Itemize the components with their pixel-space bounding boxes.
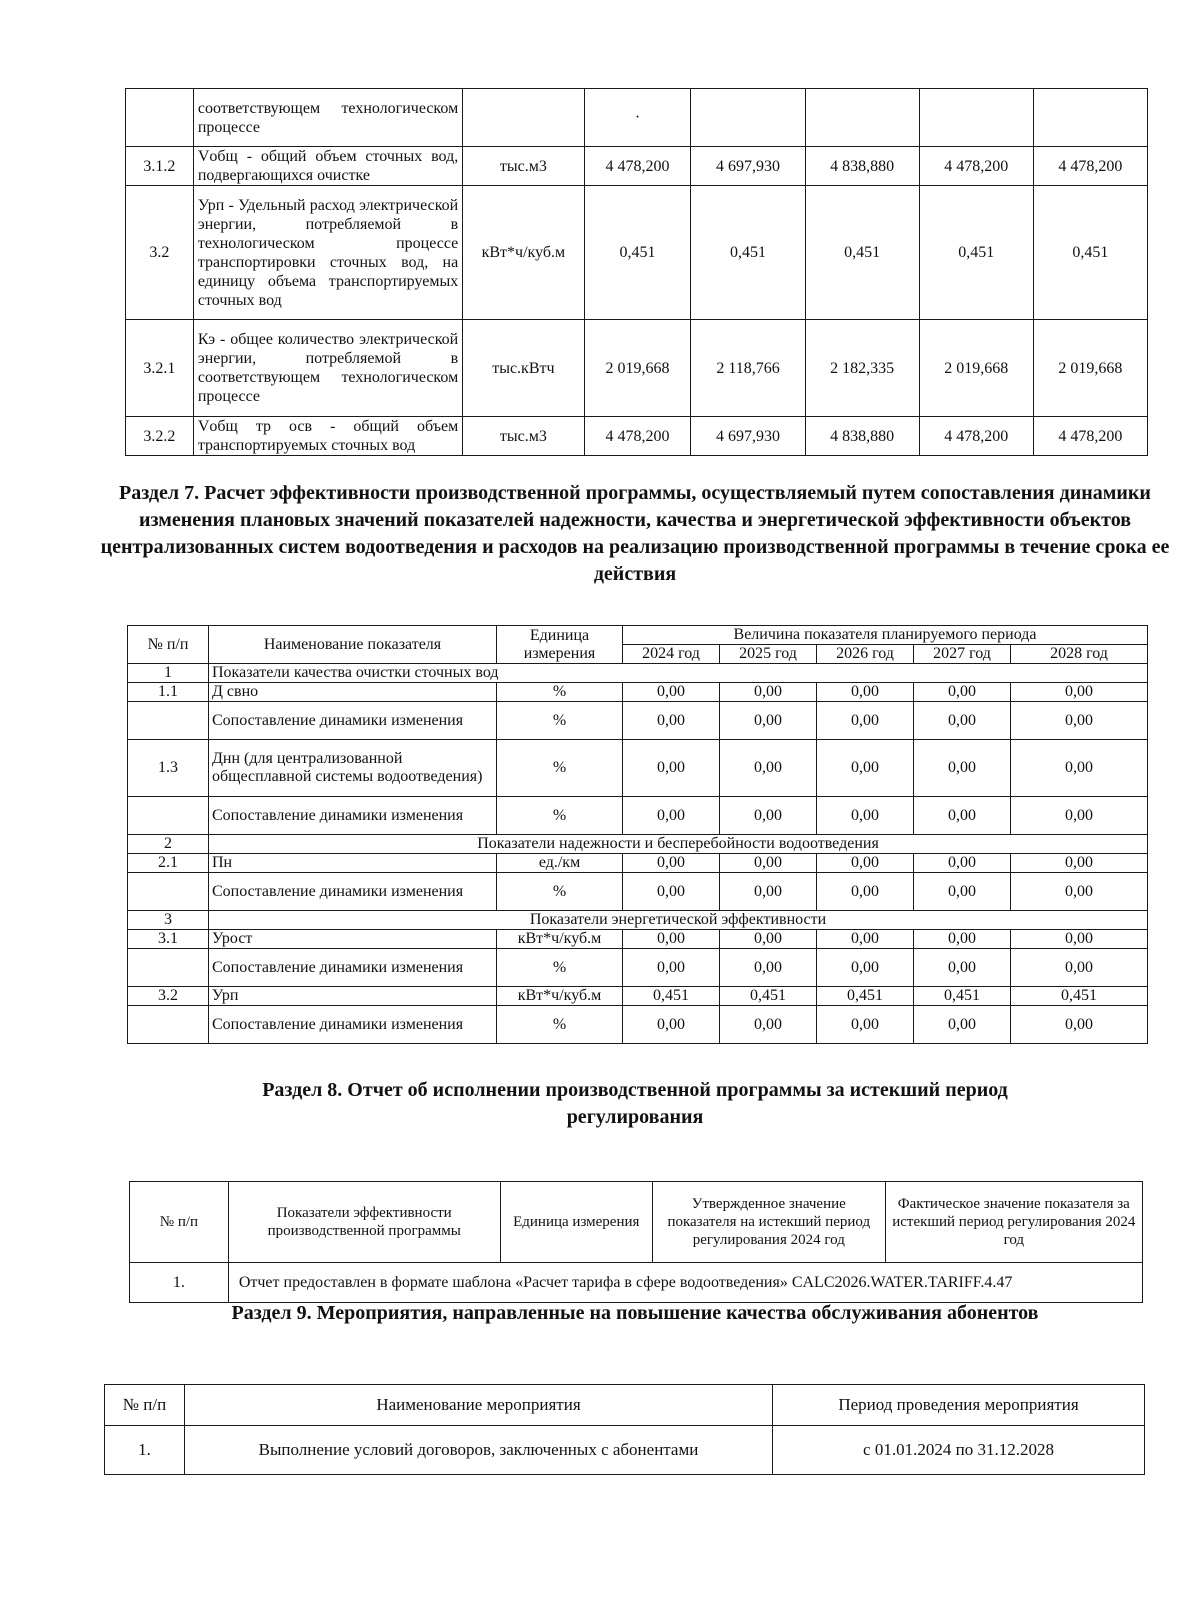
row-value: 0,00	[817, 683, 914, 702]
row-value	[1033, 89, 1147, 147]
row-unit	[463, 89, 584, 147]
row-unit: кВт*ч/куб.м	[463, 186, 584, 320]
table-row	[128, 930, 1148, 949]
table-row	[128, 873, 1148, 911]
row-value: 0,451	[817, 987, 914, 1006]
s9-header-period: Период проведения мероприятия	[773, 1385, 1145, 1426]
group-number: 2	[128, 835, 209, 854]
row-unit: %	[497, 683, 623, 702]
s8-header-indicators: Показатели эффективности производственной программы	[228, 1182, 500, 1263]
row-value: 4 478,200	[919, 147, 1033, 186]
group-row	[128, 664, 1148, 683]
header-year: 2025 год	[720, 645, 817, 664]
row-unit: %	[497, 740, 623, 797]
row-value: 0,00	[1011, 930, 1148, 949]
section8-title: Раздел 8. Отчет об исполнении производственной программы за истекший период регулирования	[262, 1079, 1008, 1128]
table-row	[128, 987, 1148, 1006]
row-value	[919, 89, 1033, 147]
header-name: Наименование показателя	[209, 626, 497, 664]
s8-header-actual: Фактическое значение показателя за истекший период регулирования 2024 год	[885, 1182, 1142, 1263]
row-value: 0,451	[914, 987, 1011, 1006]
row-value: 0,00	[914, 683, 1011, 702]
row-value: 0,00	[720, 683, 817, 702]
row-value: 0,00	[623, 740, 720, 797]
header-period: Величина показателя планируемого периода	[623, 626, 1148, 645]
row-value: 0,451	[691, 186, 805, 320]
row-value: 0,00	[817, 1006, 914, 1044]
row-value: 4 478,200	[584, 417, 691, 456]
table-row	[128, 854, 1148, 873]
row-value: 0,00	[720, 930, 817, 949]
group-row	[128, 835, 1148, 854]
table-row	[126, 89, 1148, 147]
row-value: 0,451	[1011, 987, 1148, 1006]
row-value: 4 697,930	[691, 417, 805, 456]
row-value: 4 838,880	[805, 147, 919, 186]
s9-header-num: № п/п	[105, 1385, 185, 1426]
row-unit: тыс.кВтч	[463, 320, 584, 417]
row-value: 0,00	[1011, 683, 1148, 702]
row-number	[128, 949, 209, 987]
row-value: 0,00	[914, 873, 1011, 911]
row-number	[126, 89, 194, 147]
row-name: Сопоставление динамики изменения	[209, 702, 497, 740]
table-row	[128, 1006, 1148, 1044]
row-value: 0,00	[914, 854, 1011, 873]
row-name: Кэ - общее количество электрической энергии, потребляемой в соответствующем технологическом процессе	[193, 320, 462, 417]
row-unit: %	[497, 949, 623, 987]
row-value: 4 838,880	[805, 417, 919, 456]
row-value: 0,00	[1011, 854, 1148, 873]
group-number: 3	[128, 911, 209, 930]
row-value: 0,00	[720, 797, 817, 835]
row-value: 0,00	[914, 797, 1011, 835]
s8-header-num: № п/п	[130, 1182, 229, 1263]
row-value: 0,451	[623, 987, 720, 1006]
row-name: Сопоставление динамики изменения	[209, 1006, 497, 1044]
header-year: 2026 год	[817, 645, 914, 664]
row-name: Урост	[209, 930, 497, 949]
row-value: 0,00	[817, 854, 914, 873]
group-number: 1	[128, 664, 209, 683]
s8-header-approved: Утвержденное значение показателя на истекший период регулирования 2024 год	[652, 1182, 885, 1263]
row-value: 0,00	[817, 873, 914, 911]
table-row	[128, 797, 1148, 835]
row-value: 0,00	[623, 854, 720, 873]
group-title: Показатели энергетической эффективности	[209, 911, 1148, 930]
row-value: 0,00	[817, 949, 914, 987]
row-value: 0,00	[914, 930, 1011, 949]
row-name: Сопоставление динамики изменения	[209, 949, 497, 987]
row-value: 0,451	[720, 987, 817, 1006]
s9-row-name: Выполнение условий договоров, заключенных с абонентами	[185, 1426, 773, 1475]
header-num: № п/п	[128, 626, 209, 664]
row-number: 3.2	[126, 186, 194, 320]
row-value: 0,00	[817, 702, 914, 740]
row-value: 4 478,200	[919, 417, 1033, 456]
section9-table	[104, 1384, 1145, 1475]
row-unit: тыс.м3	[463, 147, 584, 186]
row-value: 0,00	[623, 797, 720, 835]
row-name: Д свно	[209, 683, 497, 702]
row-number: 3.1	[128, 930, 209, 949]
row-value: 0,00	[1011, 873, 1148, 911]
row-number: 3.2.1	[126, 320, 194, 417]
row-value: 0,00	[817, 740, 914, 797]
row-value: ·	[584, 89, 691, 147]
row-number: 3.2	[128, 987, 209, 1006]
row-value: 0,00	[720, 949, 817, 987]
row-value: 0,00	[720, 740, 817, 797]
row-value	[805, 89, 919, 147]
row-value: 2 118,766	[691, 320, 805, 417]
row-unit: тыс.м3	[463, 417, 584, 456]
s8-row-num: 1.	[130, 1263, 229, 1303]
row-value: 2 019,668	[584, 320, 691, 417]
row-value: 0,00	[914, 702, 1011, 740]
table-row	[126, 320, 1148, 417]
group-title: Показатели качества очистки сточных вод	[209, 664, 1148, 683]
row-value: 0,00	[914, 949, 1011, 987]
row-value: 0,00	[1011, 1006, 1148, 1044]
header-year: 2024 год	[623, 645, 720, 664]
row-number	[128, 797, 209, 835]
row-value: 0,00	[623, 873, 720, 911]
section7-table	[127, 625, 1148, 1044]
row-value: 0,451	[919, 186, 1033, 320]
row-unit: %	[497, 1006, 623, 1044]
row-unit: кВт*ч/куб.м	[497, 987, 623, 1006]
row-number: 1.1	[128, 683, 209, 702]
row-number: 3.2.2	[126, 417, 194, 456]
row-value: 0,00	[720, 854, 817, 873]
s9-header-name: Наименование мероприятия	[185, 1385, 773, 1426]
header-year: 2028 год	[1011, 645, 1148, 664]
section8-table	[129, 1181, 1143, 1303]
row-name: Сопоставление динамики изменения	[209, 797, 497, 835]
row-name: Vобщ тр осв - общий объем транспортируемых сточных вод	[193, 417, 462, 456]
row-number: 2.1	[128, 854, 209, 873]
section9-title: Раздел 9. Мероприятия, направленные на повышение качества обслуживания абонентов	[231, 1302, 1039, 1324]
row-value: 0,00	[720, 702, 817, 740]
table-row	[126, 147, 1148, 186]
row-value	[691, 89, 805, 147]
table-row	[128, 740, 1148, 797]
row-name: Днн (для централизованной общесплавной системы водоотведения)	[209, 740, 497, 797]
table-row	[126, 417, 1148, 456]
row-unit: %	[497, 702, 623, 740]
row-value: 2 182,335	[805, 320, 919, 417]
s9-row-period: с 01.01.2024 по 31.12.2028	[773, 1426, 1145, 1475]
table-row	[128, 702, 1148, 740]
row-number: 1.3	[128, 740, 209, 797]
row-number	[128, 702, 209, 740]
table-row	[128, 949, 1148, 987]
row-value: 0,00	[1011, 740, 1148, 797]
table-row	[128, 683, 1148, 702]
row-value: 0,00	[720, 873, 817, 911]
row-value: 0,00	[623, 1006, 720, 1044]
row-number	[128, 1006, 209, 1044]
s9-row-num: 1.	[105, 1426, 185, 1475]
row-value: 0,00	[1011, 702, 1148, 740]
row-value: 0,451	[805, 186, 919, 320]
row-unit: %	[497, 797, 623, 835]
section7-title: Раздел 7. Расчет эффективности производственной программы, осуществляемый путем сопоставления динамики изменения плановых значений показателей надежности, качества и энергетической эффективности объектов централизованных систем водоотведения и расходов на реализацию производственной программы в течение срока ее действия	[100, 482, 1170, 585]
row-value: 0,451	[1033, 186, 1147, 320]
row-value: 4 478,200	[584, 147, 691, 186]
row-name: Урп - Удельный расход электрической энергии, потребляемой в технологическом процессе транспортировки сточных вод, на единицу объема транспортируемых сточных вод	[193, 186, 462, 320]
row-value: 0,00	[1011, 949, 1148, 987]
header-unit: Единица измерения	[497, 626, 623, 664]
row-value: 0,00	[1011, 797, 1148, 835]
s8-header-unit: Единица измерения	[500, 1182, 652, 1263]
row-value: 2 019,668	[919, 320, 1033, 417]
row-unit: кВт*ч/куб.м	[497, 930, 623, 949]
indicators-table-continuation	[125, 88, 1148, 456]
row-name: Урп	[209, 987, 497, 1006]
row-value: 0,00	[623, 930, 720, 949]
row-value: 0,00	[914, 740, 1011, 797]
row-value: 0,00	[623, 702, 720, 740]
row-value: 0,00	[817, 797, 914, 835]
row-number	[128, 873, 209, 911]
row-value: 4 478,200	[1033, 147, 1147, 186]
row-unit: %	[497, 873, 623, 911]
table-row	[126, 186, 1148, 320]
row-value: 0,00	[623, 949, 720, 987]
row-value: 0,00	[817, 930, 914, 949]
row-name: Сопоставление динамики изменения	[209, 873, 497, 911]
row-name: Vобщ - общий объем сточных вод, подвергающихся очистке	[193, 147, 462, 186]
group-title: Показатели надежности и бесперебойности водоотведения	[209, 835, 1148, 854]
row-value: 4 697,930	[691, 147, 805, 186]
header-year: 2027 год	[914, 645, 1011, 664]
row-number: 3.1.2	[126, 147, 194, 186]
row-value: 0,451	[584, 186, 691, 320]
row-value: 0,00	[914, 1006, 1011, 1044]
row-value: 0,00	[623, 683, 720, 702]
s8-row-text: Отчет предоставлен в формате шаблона «Расчет тарифа в сфере водоотведения» CALC2026.WATER.TARIFF.4.47	[228, 1263, 1142, 1303]
row-name: соответствующем технологическом процессе	[193, 89, 462, 147]
row-unit: ед./км	[497, 854, 623, 873]
row-name: Пн	[209, 854, 497, 873]
row-value: 2 019,668	[1033, 320, 1147, 417]
row-value: 0,00	[720, 1006, 817, 1044]
group-row	[128, 911, 1148, 930]
row-value: 4 478,200	[1033, 417, 1147, 456]
